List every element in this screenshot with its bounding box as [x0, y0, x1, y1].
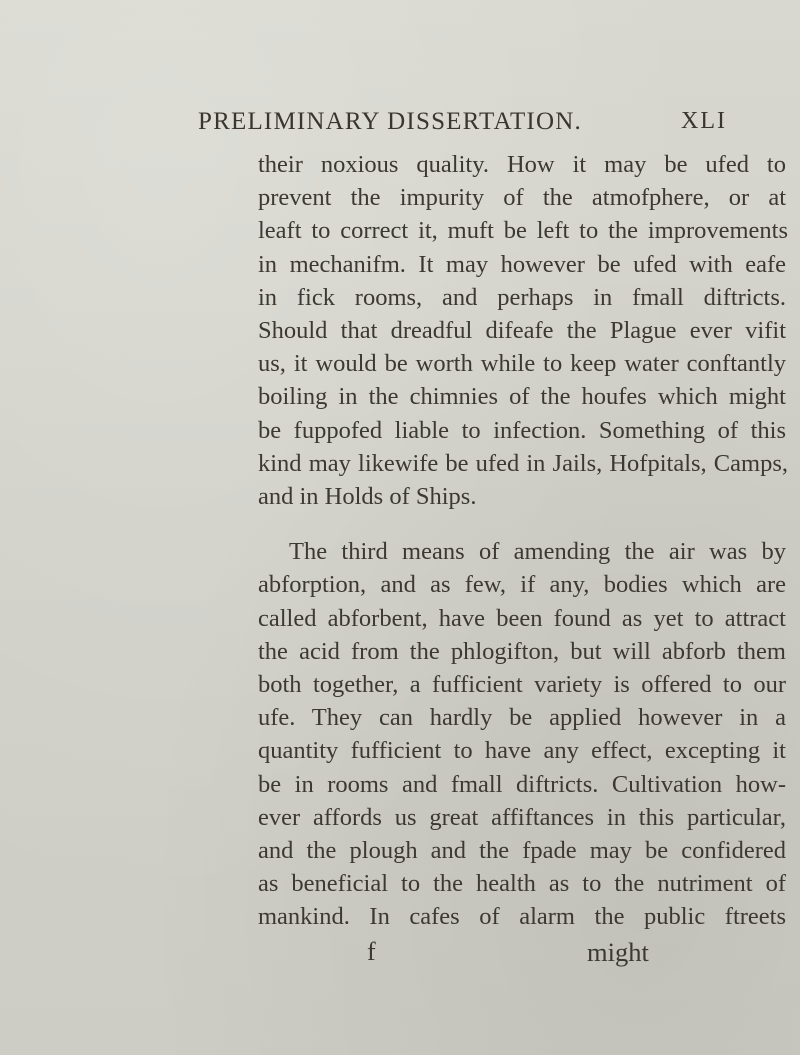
text-line: be fuppofed liable to infection. Something of this [258, 416, 786, 444]
text-line: ever affords us great affiftances in this particular, [258, 803, 786, 831]
catchword: might [587, 936, 649, 967]
text-line: abforption, and as few, if any, bodies which are [258, 571, 786, 599]
text-line: ufe. They can hardly be applied however in a [258, 704, 786, 732]
text-line: leaft to correct it, muft be left to the improvements [258, 217, 788, 245]
text-line: the acid from the phlogifton, but will abforb them [258, 637, 786, 665]
text-line: The third means of amending the air was by [289, 538, 786, 566]
text-line: quantity fufficient to have any effect, excepting it [258, 737, 786, 765]
running-head [198, 108, 788, 144]
text-line: prevent the impurity of the atmofphere, or at [258, 184, 786, 212]
page-title: PRELIMINARY DISSERTATION. [198, 108, 582, 135]
text-line: and the plough and the fpade may be confidered [258, 837, 786, 864]
text-line: us, it would be worth while to keep water conftantly [258, 350, 786, 378]
signature-mark: f [367, 936, 376, 966]
text-line: kind may likewife be ufed in Jails, Hofpitals, Camps, [258, 449, 788, 477]
text-line: as beneficial to the health as to the nutriment of [258, 870, 786, 898]
text-line: boiling in the chimnies of the houfes which might [258, 383, 786, 411]
text-line: in fick rooms, and perhaps in fmall diftricts. [258, 283, 786, 311]
text-line: called abforbent, have been found as yet to attract [258, 604, 786, 632]
text-line: in mechanifm. It may however be ufed with eafe [258, 250, 786, 278]
text-line: be in rooms and fmall diftricts. Cultivation how- [258, 770, 786, 798]
page-number: XLI [681, 108, 727, 134]
text-line: and in Holds of Ships. [258, 483, 477, 510]
text-line: Should that dreadful difeafe the Plague ever vifit [258, 317, 786, 344]
text-line: their noxious quality. How it may be ufed to [258, 151, 786, 178]
text-line: mankind. In cafes of alarm the public ftreets [258, 903, 786, 931]
text-line: both together, a fufficient variety is offered to our [258, 671, 786, 698]
